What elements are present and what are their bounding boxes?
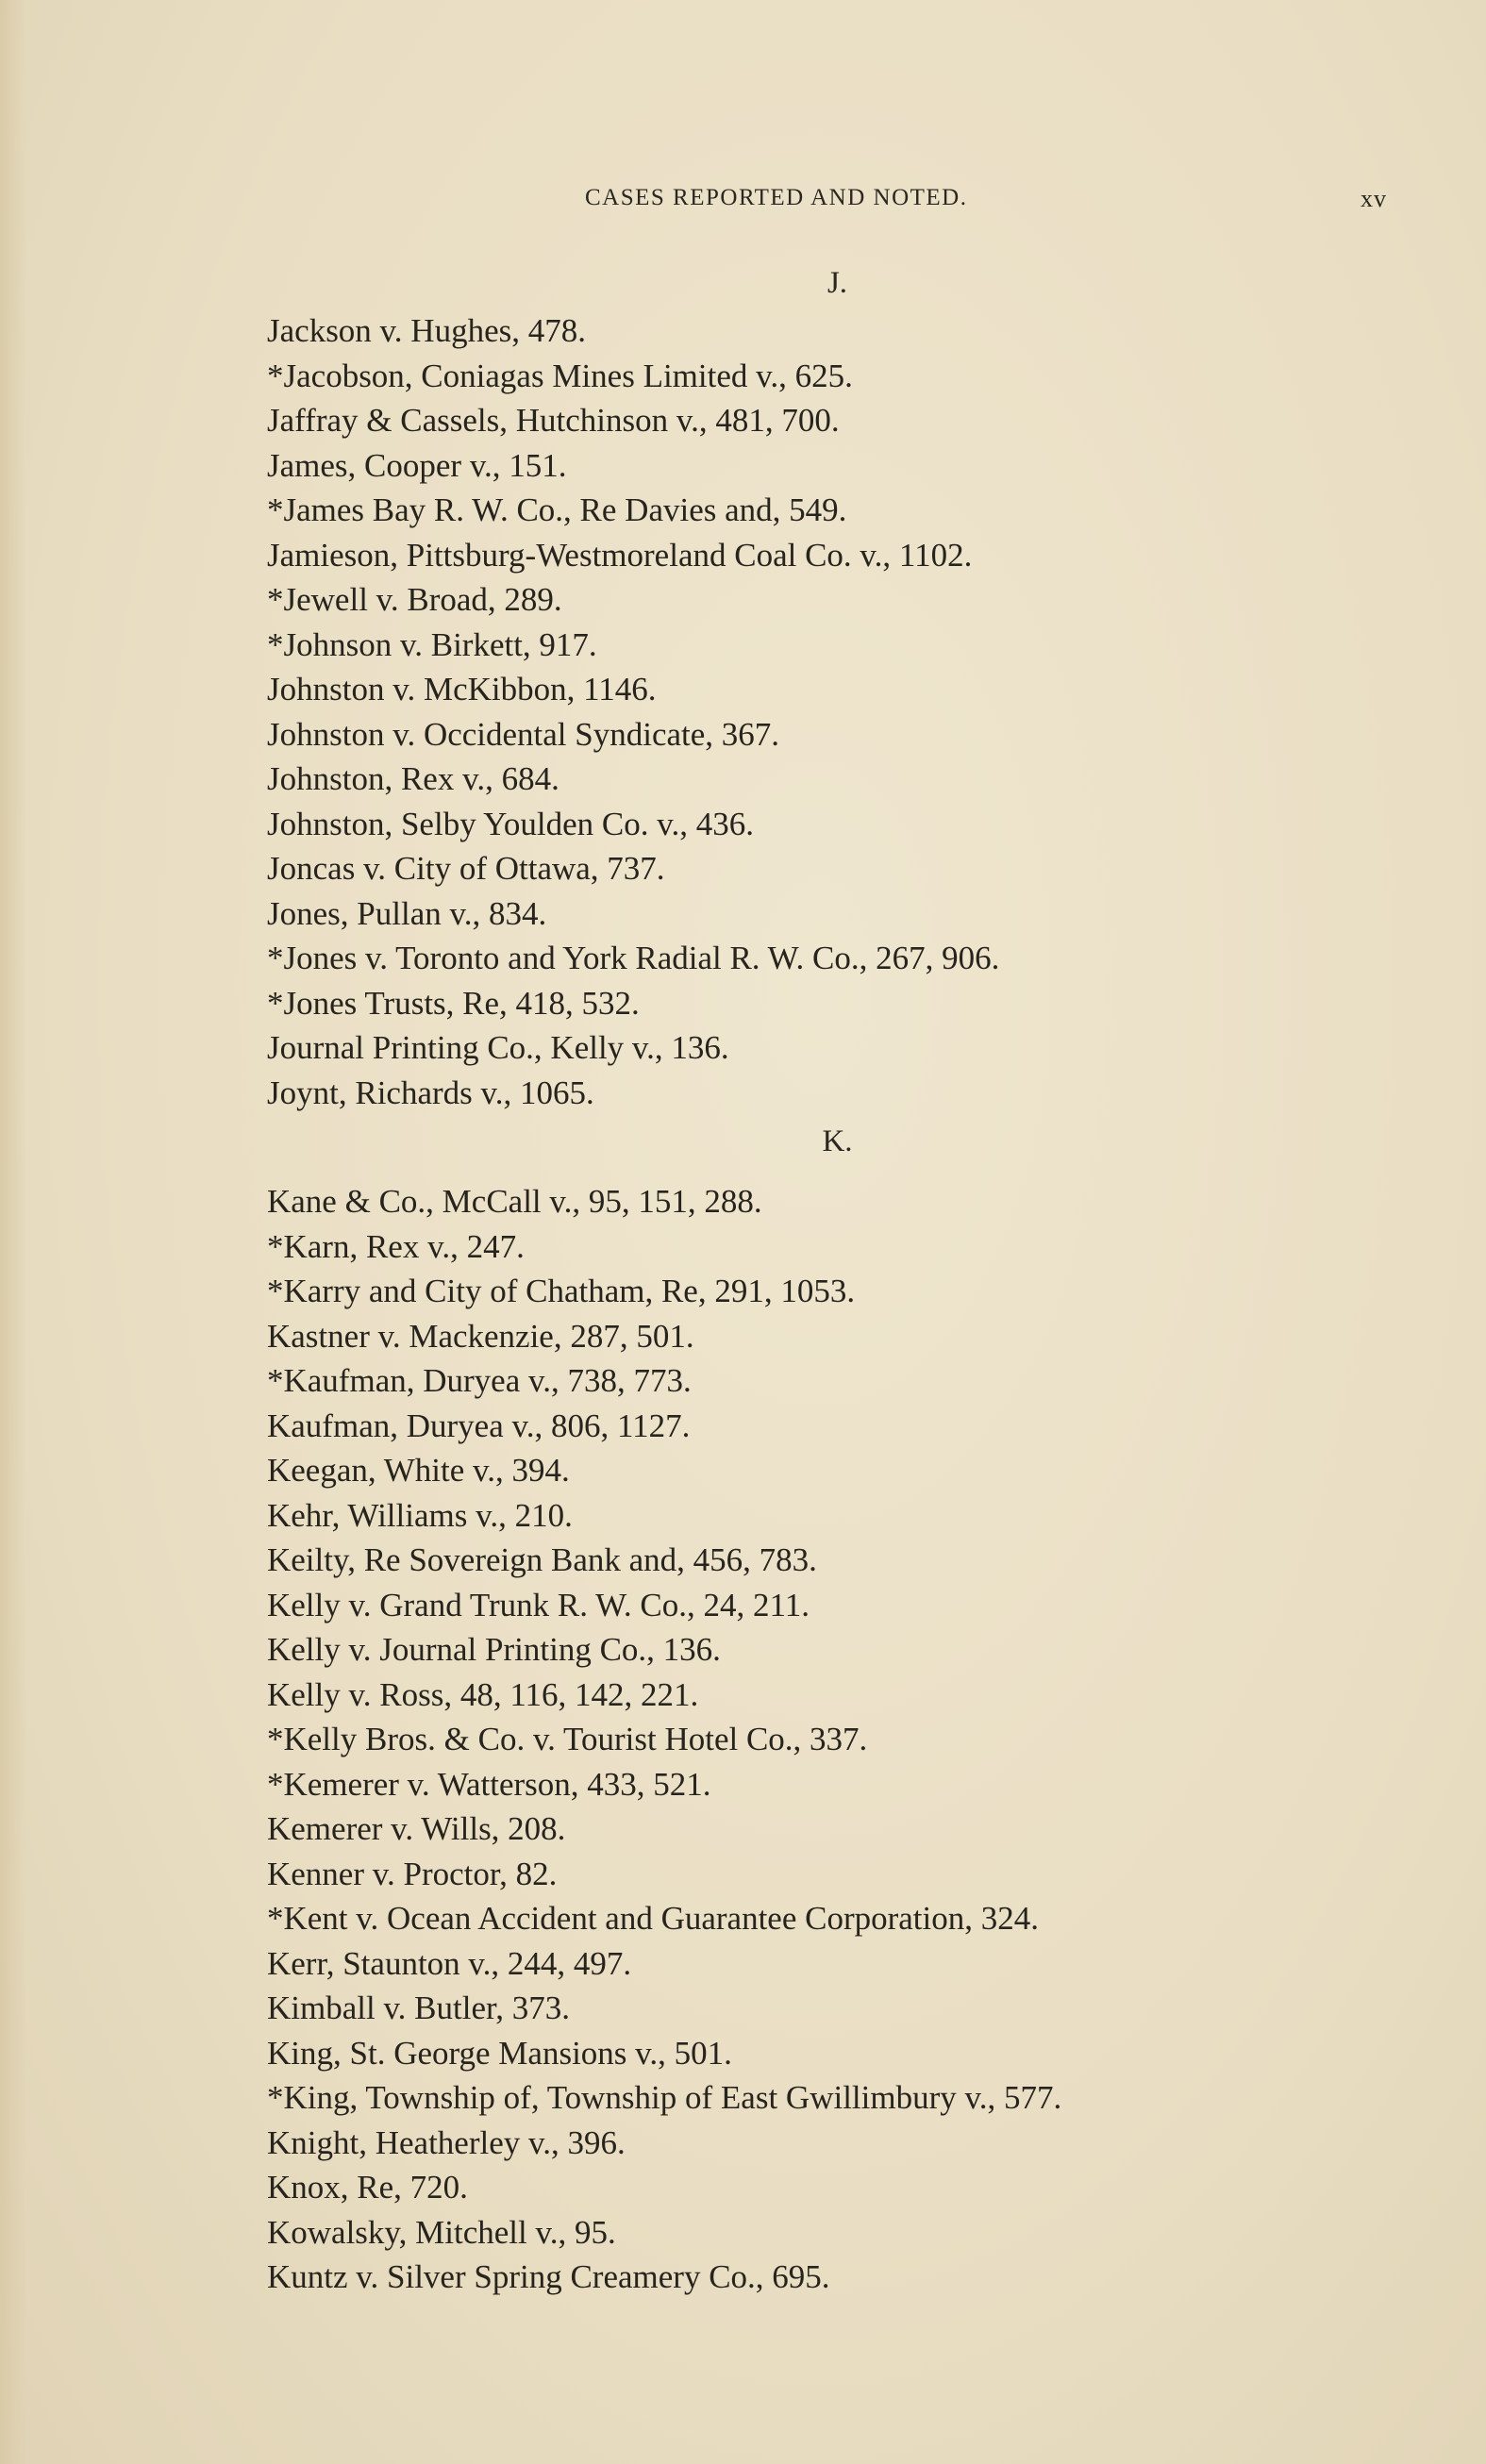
- case-entry: *James Bay R. W. Co., Re Davies and, 549.: [267, 491, 847, 528]
- case-entry: Keegan, White v., 394.: [267, 1452, 570, 1489]
- case-entry: *Kemerer v. Watterson, 433, 521.: [267, 1765, 711, 1803]
- case-entry: Joncas v. City of Ottawa, 737.: [267, 850, 665, 887]
- case-entry: Johnston, Rex v., 684.: [267, 760, 559, 797]
- case-entry: Joynt, Richards v., 1065.: [267, 1074, 594, 1111]
- case-entry: *Jones Trusts, Re, 418, 532.: [267, 984, 640, 1022]
- running-title: CASES REPORTED AND NOTED.: [585, 185, 968, 210]
- case-entry: Jamieson, Pittsburg-Westmoreland Coal Co. v., 1102.: [267, 536, 973, 574]
- case-entry: Journal Printing Co., Kelly v., 136.: [267, 1029, 729, 1066]
- case-entry: Knight, Heatherley v., 396.: [267, 2123, 626, 2161]
- case-entry: Jaffray & Cassels, Hutchinson v., 481, 700.: [267, 402, 840, 439]
- case-entry: Kelly v. Journal Printing Co., 136.: [267, 1631, 721, 1668]
- case-entry: King, St. George Mansions v., 501.: [267, 2034, 732, 2072]
- case-list-j: [267, 308, 999, 1115]
- case-entry: Johnston v. McKibbon, 1146.: [267, 671, 657, 708]
- case-list-k: [267, 1179, 1061, 2300]
- case-entry: Kuntz v. Silver Spring Creamery Co., 695.: [267, 2258, 830, 2295]
- case-entry: Kelly v. Grand Trunk R. W. Co., 24, 211.: [267, 1586, 810, 1623]
- case-entry: Kimball v. Butler, 373.: [267, 1990, 571, 2026]
- case-entry: *Jacobson, Coniagas Mines Limited v., 625.: [267, 357, 853, 394]
- case-entry: *Kelly Bros. & Co. v. Tourist Hotel Co., 337.: [267, 1721, 868, 1757]
- case-entry: James, Cooper v., 151.: [267, 446, 567, 484]
- case-entry: Kastner v. Mackenzie, 287, 501.: [267, 1317, 694, 1355]
- case-entry: *King, Township of, Township of East Gwillimbury v., 577.: [267, 2079, 1062, 2116]
- case-entry: *Karn, Rex v., 247.: [267, 1227, 525, 1265]
- case-entry: *Kaufman, Duryea v., 738, 773.: [267, 1362, 692, 1399]
- case-entry: Kerr, Staunton v., 244, 497.: [267, 1944, 632, 1982]
- case-entry: Kowalsky, Mitchell v., 95.: [267, 2213, 616, 2251]
- case-entry: Kemerer v. Wills, 208.: [267, 1810, 566, 1847]
- case-entry: Kane & Co., McCall v., 95, 151, 288.: [267, 1183, 762, 1220]
- case-entry: Kaufman, Duryea v., 806, 1127.: [267, 1407, 691, 1444]
- case-entry: *Jones v. Toronto and York Radial R. W. Co., 267, 906.: [267, 940, 1000, 976]
- case-entry: *Kent v. Ocean Accident and Guarantee Corporation, 324.: [267, 1900, 1040, 1937]
- case-entry: Kenner v. Proctor, 82.: [267, 1855, 558, 1892]
- case-entry: *Johnson v. Birkett, 917.: [267, 625, 597, 663]
- case-entry: Johnston v. Occidental Syndicate, 367.: [267, 715, 780, 753]
- page-spine-shadow: [0, 0, 26, 2464]
- case-entry: Kelly v. Ross, 48, 116, 142, 221.: [267, 1675, 699, 1713]
- section-heading-k: K.: [822, 1124, 853, 1158]
- page-number: xv: [1361, 185, 1387, 212]
- case-entry: *Jewell v. Broad, 289.: [267, 581, 562, 618]
- case-entry: *Karry and City of Chatham, Re, 291, 1053.: [267, 1273, 856, 1309]
- section-heading-j: J.: [826, 266, 848, 300]
- case-entry: Keilty, Re Sovereign Bank and, 456, 783.: [267, 1541, 817, 1578]
- case-entry: Jackson v. Hughes, 478.: [267, 312, 586, 349]
- running-header: [0, 185, 1486, 223]
- case-entry: Knox, Re, 720.: [267, 2169, 468, 2206]
- case-entry: Jones, Pullan v., 834.: [267, 894, 547, 932]
- case-entry: Johnston, Selby Youlden Co. v., 436.: [267, 805, 754, 842]
- case-entry: Kehr, Williams v., 210.: [267, 1496, 573, 1534]
